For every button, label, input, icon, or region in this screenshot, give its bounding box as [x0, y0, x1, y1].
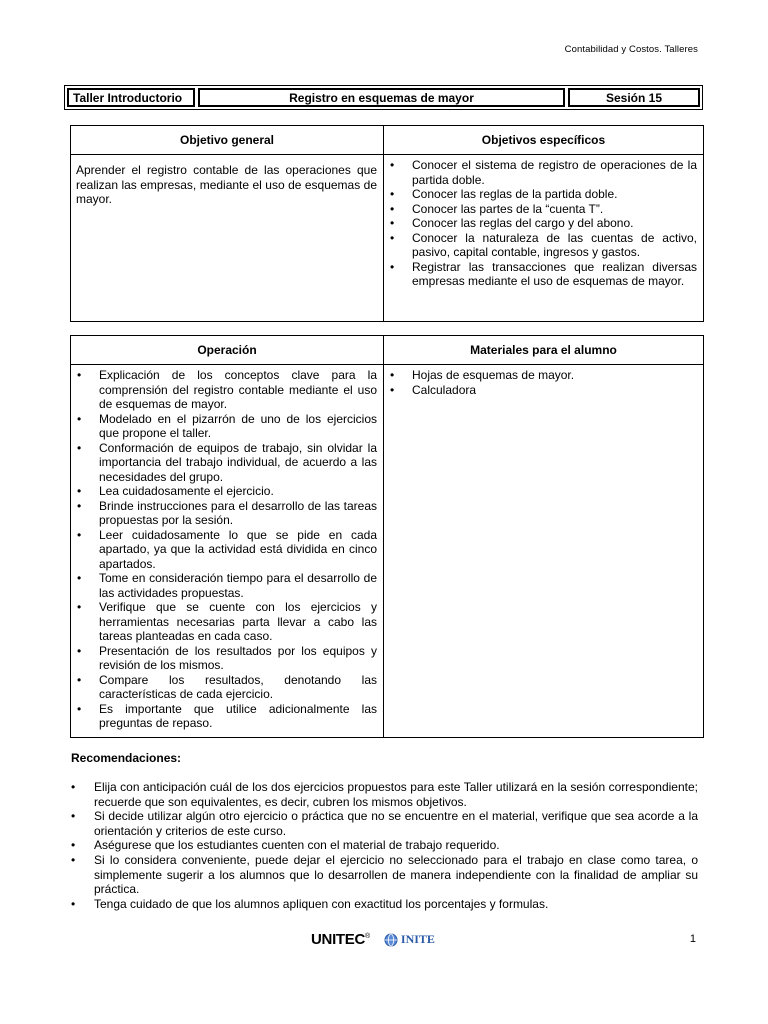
list-item-text: Si decide utilizar algún otro ejercicio o práctica que no se encuentre en el material, verifique que sea acorde a la orientación y criterios de este curso. — [94, 809, 698, 838]
list-item-text: Si lo considera conveniente, puede dejar el ejercicio no seleccionado para el trabajo en clase como tarea, o simplemente sugerir a los alumnos que lo desarrollen de manera independiente con la finalidad de ampliar su práctica. — [94, 852, 698, 897]
bullet: • — [77, 484, 82, 498]
list-item-text: Modelado en el pizarrón de uno de los ejercicios que propone el taller. — [99, 411, 377, 440]
list-item — [70, 809, 698, 838]
list-item — [385, 158, 697, 187]
list-item — [70, 780, 698, 809]
bullet: • — [390, 216, 395, 230]
bullet: • — [390, 158, 395, 172]
list-item-text: Aségurese que los estudiantes cuenten con el material de trabajo requerido. — [94, 838, 500, 853]
registered-mark: ® — [365, 933, 370, 940]
list-item — [70, 853, 698, 897]
bullet: • — [390, 230, 395, 245]
bullet: • — [77, 498, 82, 513]
materials-cell — [384, 365, 704, 738]
list-item-text: Leer cuidadosamente lo que se pide en cada apartado, ya que la actividad está dividida en cinco apartados. — [99, 527, 377, 571]
bullet: • — [77, 571, 82, 585]
session-number: Sesión 15 — [568, 88, 700, 107]
general-objective-cell — [71, 155, 384, 322]
workshop-type: Taller Introductorio — [67, 88, 195, 107]
running-header: Contabilidad y Costos. Talleres — [564, 44, 698, 55]
footer-logos — [311, 931, 435, 948]
list-item-text: Conocer las reglas de la partida doble. — [412, 187, 618, 201]
list-item — [72, 412, 377, 441]
unitec-logo-text: UNITEC — [311, 931, 366, 948]
list-item — [72, 499, 377, 528]
bullet: • — [77, 701, 82, 716]
list-item-text: Conocer las reglas del cargo y del abono. — [412, 216, 634, 230]
list-item-text: Tome en consideración tiempo para el desarrollo de las actividades propuestas. — [99, 571, 377, 600]
list-item — [72, 600, 377, 644]
list-item — [72, 673, 377, 702]
inite-logo-text: INITE — [400, 932, 435, 946]
list-item-text: Conocer el sistema de registro de operaciones de la partida doble. — [412, 158, 697, 187]
bullet: • — [390, 187, 395, 201]
bullet: • — [71, 852, 76, 867]
bullet: • — [77, 440, 82, 455]
unitec-logo — [311, 931, 370, 948]
materials-header: Materiales para el alumno — [384, 336, 704, 365]
list-item-text: Conocer las partes de la “cuenta T”. — [412, 201, 604, 216]
list-item-text: Lea cuidadosamente el ejercicio. — [99, 484, 274, 498]
bullet: • — [77, 672, 82, 687]
list-item — [385, 260, 697, 289]
bullet: • — [77, 643, 82, 658]
bullet: • — [390, 368, 395, 382]
operation-list — [72, 366, 382, 731]
bullet: • — [71, 780, 76, 794]
list-item-text: Hojas de esquemas de mayor. — [412, 368, 575, 382]
list-item — [72, 702, 377, 731]
list-item — [72, 528, 377, 572]
list-item — [385, 202, 697, 217]
list-item-text: Elija con anticipación cuál de los dos ejercicios propuestos para este Taller utilizará en la sesión correspondiente; recuerde que son equivalentes, es decir, cubren los mismos objetivos. — [94, 780, 698, 809]
list-item-text: Brinde instrucciones para el desarrollo de las tareas propuestas por la sesión. — [99, 498, 377, 527]
globe-icon — [384, 933, 398, 947]
list-item-text: Conocer la naturaleza de las cuentas de activo, pasivo, capital contable, ingresos y gastos. — [412, 230, 697, 259]
bullet: • — [390, 259, 395, 274]
list-item-text: Explicación de los conceptos clave para la comprensión del registro contable mediante el uso de esquemas de mayor. — [99, 368, 377, 411]
recommendations-list — [70, 780, 698, 911]
list-item — [72, 441, 377, 485]
title-band — [64, 85, 703, 110]
list-item — [70, 838, 698, 853]
list-item — [385, 231, 697, 260]
list-item — [72, 644, 377, 673]
bullet: • — [390, 201, 395, 216]
list-item — [385, 383, 697, 398]
recommendations-title: Recomendaciones: — [71, 751, 182, 765]
bullet: • — [71, 838, 76, 853]
list-item — [385, 368, 697, 383]
bullet: • — [77, 600, 82, 614]
page-number: 1 — [689, 933, 696, 945]
list-item — [72, 368, 377, 412]
general-objective-text: Aprender el registro contable de las operaciones que realizan las empresas, mediante el uso de esquemas de mayor. — [76, 163, 377, 206]
materials-list — [385, 366, 702, 397]
list-item — [385, 187, 697, 202]
list-item — [72, 571, 377, 600]
bullet: • — [71, 896, 76, 911]
list-item-text: Presentación de los resultados por los equipos y revisión de los mismos. — [99, 643, 377, 672]
bullet: • — [71, 809, 76, 824]
general-objective-header: Objetivo general — [71, 126, 384, 155]
list-item — [385, 216, 697, 231]
list-item-text: Verifique que se cuente con los ejercicios y herramientas necesarias parta llevar a cabo las tareas planteadas en cada caso. — [99, 600, 377, 643]
operation-cell — [71, 365, 384, 738]
inite-logo — [384, 932, 435, 947]
list-item — [70, 897, 698, 912]
operation-header: Operación — [71, 336, 384, 365]
list-item-text: Registrar las transacciones que realizan diversas empresas mediante el uso de esquemas de mayor. — [412, 259, 697, 288]
objectives-table — [70, 125, 704, 322]
operation-table — [70, 335, 704, 738]
bullet: • — [77, 527, 82, 542]
specific-objectives-cell — [384, 155, 704, 322]
list-item-text: Compare los resultados, denotando las características de cada ejercicio. — [99, 672, 377, 701]
specific-objectives-list — [385, 156, 702, 289]
list-item-text: Conformación de equipos de trabajo, sin olvidar la importancia del trabajo individual, de acuerdo a las necesidades del grupo. — [99, 440, 377, 484]
bullet: • — [77, 368, 82, 382]
specific-objectives-header: Objetivos específicos — [384, 126, 704, 155]
bullet: • — [390, 382, 395, 397]
workshop-title: Registro en esquemas de mayor — [198, 88, 565, 107]
list-item — [72, 484, 377, 499]
list-item-text: Tenga cuidado de que los alumnos apliquen con exactitud los porcentajes y formulas. — [94, 896, 549, 911]
list-item-text: Es importante que utilice adicionalmente las preguntas de repaso. — [99, 701, 377, 730]
list-item-text: Calculadora — [412, 382, 477, 397]
bullet: • — [77, 411, 82, 426]
